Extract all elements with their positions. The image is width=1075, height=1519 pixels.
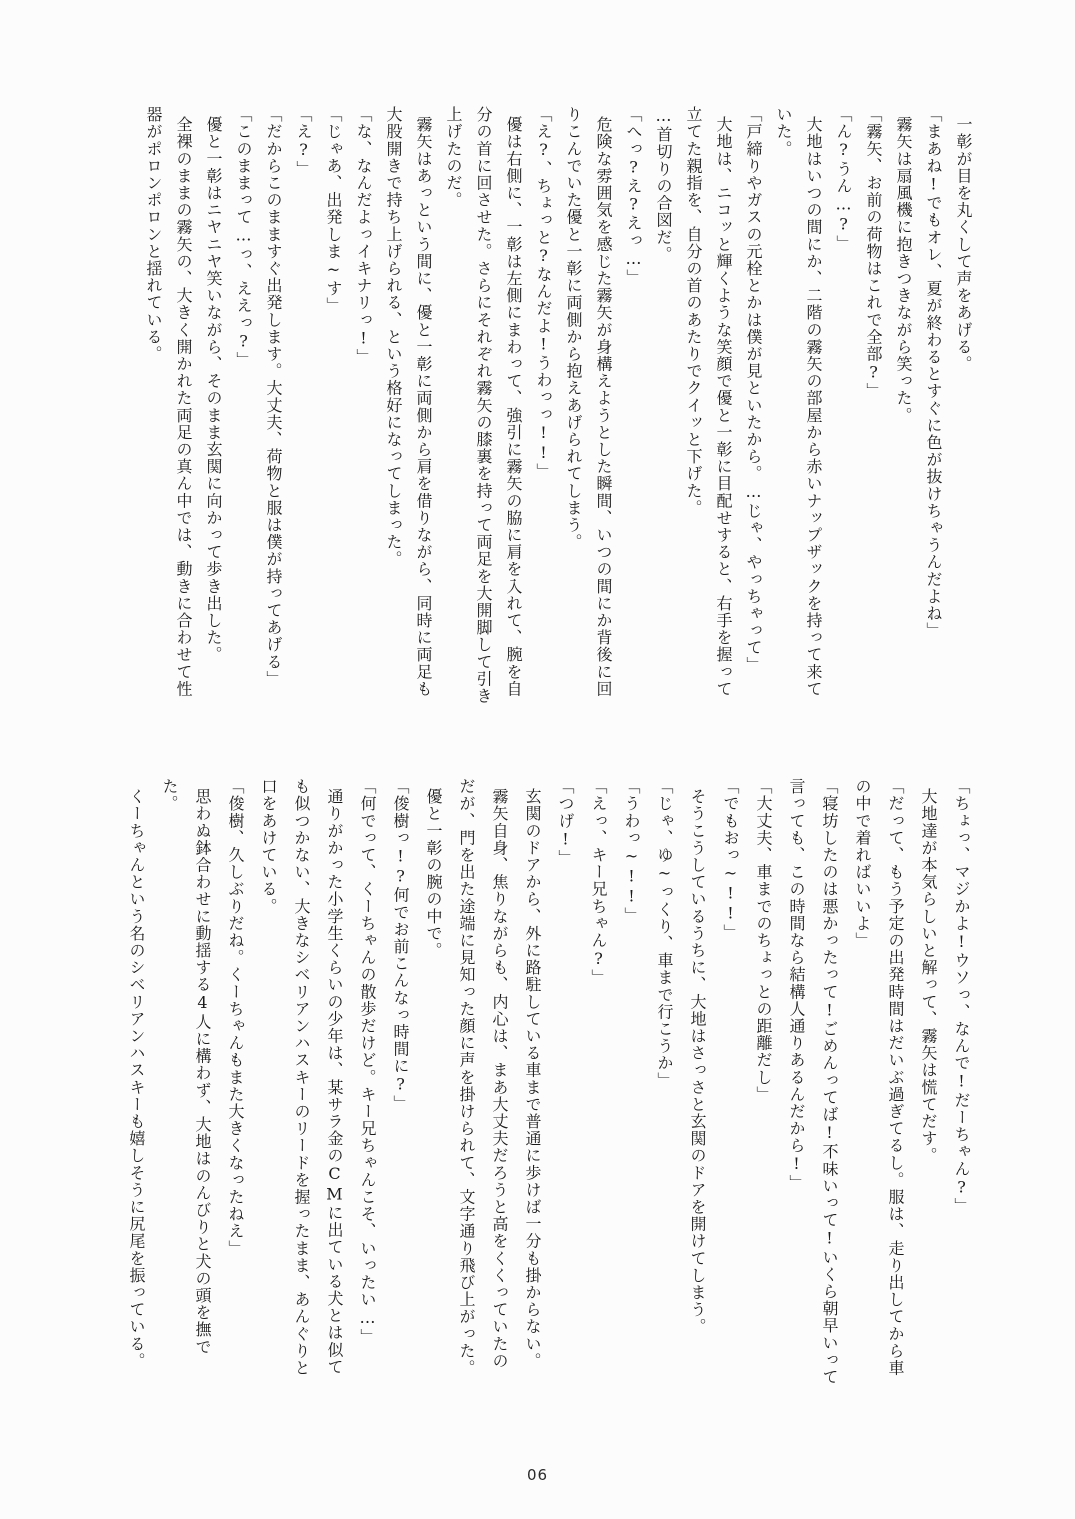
vertical-text-block-bottom (120, 778, 978, 1478)
page-number: 06 (526, 1466, 549, 1484)
text-column: そうこうしているうちに、大地はさっさと玄関のドアを開けてしまう。 (688, 788, 707, 1336)
text-column: 「え?」 (294, 106, 313, 178)
text-column: 霧矢は扇風機に抱きつきながら笑った。 (894, 116, 913, 424)
text-column: 「戸締りやガスの元栓とかは僕が見といたから。…じゃ、やっちゃって」 (744, 106, 763, 674)
text-column: 「ん?うん…?」 (834, 106, 853, 252)
text-column: 「でもおっ~!!」 (721, 778, 740, 941)
text-column: た。 (160, 778, 179, 813)
text-column: 「じゃあ、出発しま~す」 (324, 106, 343, 315)
text-column: 玄関のドアから、外に路駐している車まで普通に歩けば一分も掛からない。 (523, 788, 542, 1370)
text-column: 「まあね!でもオレ、夏が終わるとすぐに色が抜けちゃうんだよね」 (924, 106, 943, 640)
text-column: 「だって、もう予定の出発時間はだいぶ過ぎてるし。服は、走り出してから車 (886, 778, 905, 1377)
text-column: 器がポロンポロンと揺れている。 (144, 106, 163, 363)
text-column: 「な、なんだよっイキナリっ!」 (354, 106, 373, 366)
text-column: 分の首に回させた。さらにそれぞれ霧矢の膝裏を持って両足を大開脚して引き (474, 106, 493, 705)
text-column: 「へっ?え?えっ…」 (624, 106, 643, 286)
text-column: 「だからこのまますぐ出発します。大丈夫、荷物と服は僕が持ってあげる」 (264, 106, 283, 688)
vertical-text-block-top (138, 106, 978, 764)
text-column: 大股開きで持ち上げられる、という格好になってしまった。 (384, 106, 403, 568)
text-column: 「俊樹っ!?何でお前こんなっ時間に?」 (391, 778, 410, 1112)
text-column: 立てた親指を、自分の首のあたりでクイッと下げた。 (684, 106, 703, 517)
text-column: 言っても、この時間なら結構人通りあるんだから!」 (787, 778, 806, 1192)
text-column: 優と一彰の腕の中で。 (424, 788, 443, 959)
text-column: 「うわっ~!!」 (622, 778, 641, 924)
text-column: 優と一彰はニヤニヤ笑いながら、そのまま玄関に向かって歩き出した。 (204, 116, 223, 664)
text-column: 全裸のままの霧矢の、大きく開かれた両足の真ん中では、動きに合わせて性 (174, 116, 193, 698)
text-column: …首切りの合図だ。 (654, 106, 673, 263)
text-column: だが、門を出た途端に見知った顔に声を掛けられて、文字通り飛び上がった。 (457, 778, 476, 1377)
text-column: 危険な雰囲気を感じた霧矢が身構えようとした瞬間、いつの間にか背後に回 (594, 116, 613, 698)
text-column: 大地はいつの間にか、二階の霧矢の部屋から赤いナップザックを持って来て (804, 116, 823, 698)
text-column: 「えっ、キー兄ちゃん?」 (589, 778, 608, 987)
text-column: 「じゃ、ゆ~っくり、車まで行こうか」 (655, 778, 674, 1089)
text-column: 「え?、ちょっと?なんだよ!うわっっ!!」 (534, 106, 553, 481)
text-column: の中で着ればいいよ」 (853, 778, 872, 949)
text-column: りこんでいた優と一彰に両側から抱えあげられてしまう。 (564, 106, 583, 551)
text-column: 「このままって…っ、ええっ?」 (234, 106, 253, 369)
text-column: 霧矢はあっという間に、優と一彰に両側から肩を借りながら、同時に両足も (414, 116, 433, 698)
text-column: 口をあけている。 (259, 778, 278, 915)
text-column: 「ちょっ、マジかよ!ウソっ、なんで!だーちゃん?」 (952, 778, 971, 1215)
text-column: 「大丈夫、車までのちょっとの距離だし」 (754, 778, 773, 1103)
text-column: 大地は、ニコッと輝くような笑顔で優と一彰に目配せすると、右手を握って (714, 116, 733, 698)
text-column: 霧矢自身、焦りながらも、内心は、まあ大丈夫だろうと高をくくっていたの (490, 788, 509, 1370)
text-column: も似つかない、大きなシベリアンハスキーのリードを握ったまま、あんぐりと (292, 778, 311, 1377)
text-column: 「寝坊したのは悪かったって!ごめんってば!不味いって!いくら朝早いって (820, 778, 839, 1386)
text-column: 思わぬ鉢合わせに動揺する4人に構わず、大地はのんびりと犬の頭を撫で (193, 788, 212, 1356)
text-column: 一彰が目を丸くして声をあげる。 (954, 116, 973, 373)
text-column: いた。 (774, 106, 793, 158)
text-column: 大地達が本気らしいと解って、霧矢は慌てだす。 (919, 788, 938, 1165)
text-column: 「何でって、くーちゃんの散歩だけど。キー兄ちゃんこそ、いったい…」 (358, 778, 377, 1346)
text-column: 「霧矢、お前の荷物はこれで全部?」 (864, 106, 883, 400)
text-column: 「俊樹、久しぶりだね。くーちゃんもまた大きくなったねえ」 (226, 778, 245, 1257)
text-column: くーちゃんという名のシベリアンハスキーも嬉しそうに尻尾を振っている。 (127, 788, 146, 1370)
text-column: 優は右側に、一彰は左側にまわって、強引に霧矢の脇に肩を入れて、腕を自 (504, 116, 523, 698)
text-column: 上げたのだ。 (444, 106, 463, 209)
text-column: 「つげ!」 (556, 778, 575, 867)
text-column: 通りがかった小学生くらいの少年は、某サラ金のCMに出ている犬とは似て (325, 788, 344, 1376)
